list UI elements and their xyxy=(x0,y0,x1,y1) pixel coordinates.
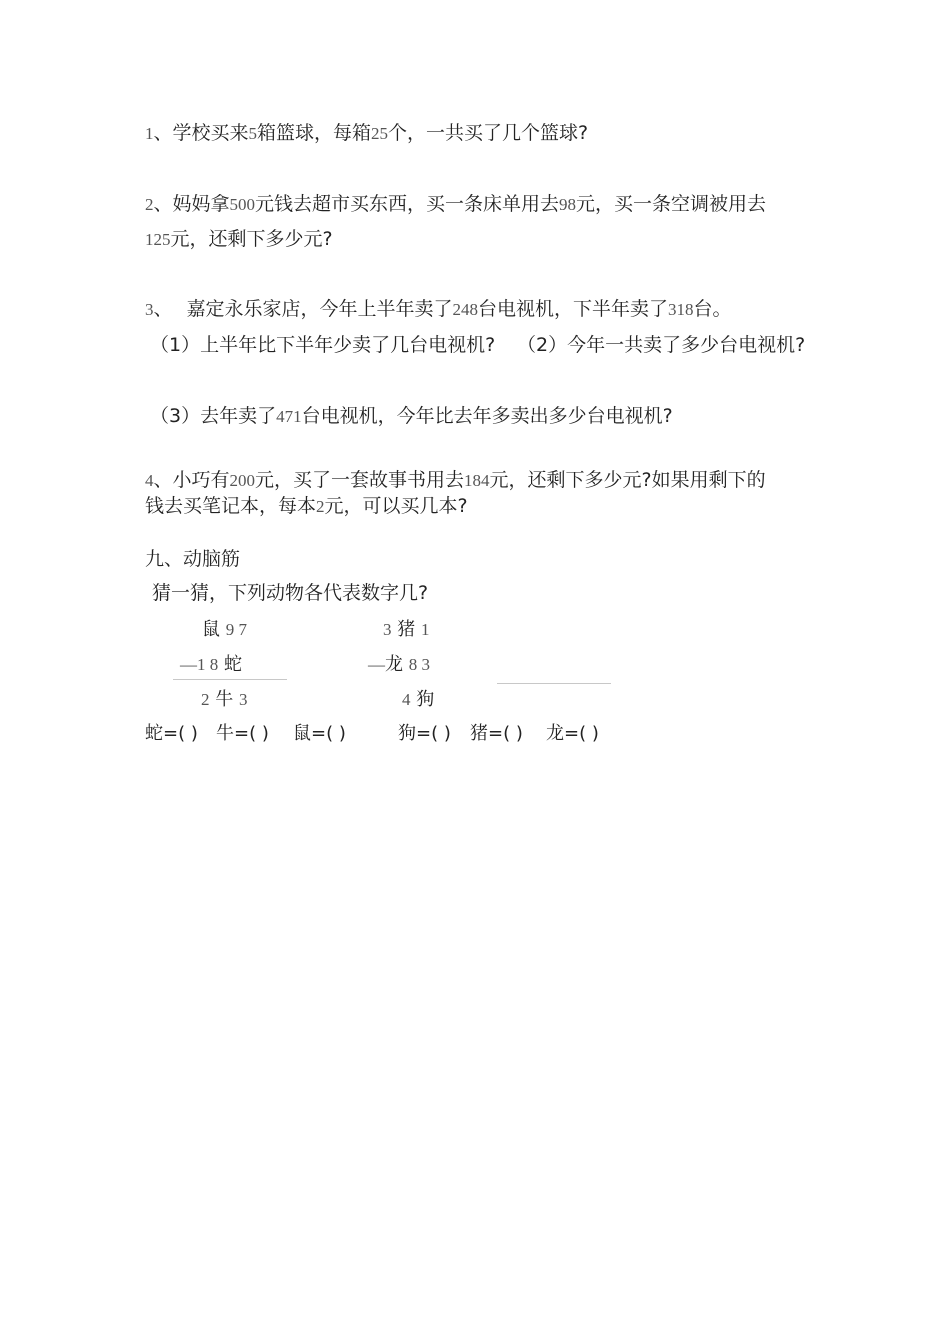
snake-char: 蛇 xyxy=(223,654,242,675)
text: （3）去年卖了 xyxy=(150,405,277,427)
text: 箱篮球，每箱 xyxy=(257,122,372,144)
minus-digits: —1 8 xyxy=(180,655,219,674)
problem-3-q3 xyxy=(150,404,673,429)
pig-char: 猪 xyxy=(397,619,416,640)
text: 台电视机，下半年卖了 xyxy=(478,298,669,320)
digits: 9 7 xyxy=(225,620,247,639)
text: 个，一共买了几个篮球? xyxy=(388,122,589,144)
dragon-char: 龙 xyxy=(385,654,403,675)
problem-1 xyxy=(145,121,588,146)
right-puzzle-row-1 xyxy=(383,618,429,642)
value: 184 xyxy=(464,471,490,490)
answer-pig: 猪=( ) xyxy=(470,723,523,744)
text: 元，买一条空调被用去 xyxy=(576,193,767,215)
problem-number: 2 xyxy=(145,195,154,214)
sub-number: （2） xyxy=(517,334,568,356)
digit: 1 xyxy=(420,620,430,639)
value: 98 xyxy=(559,195,577,214)
problem-2-line-2 xyxy=(145,227,333,252)
value: 318 xyxy=(668,300,694,319)
problem-4-line-2 xyxy=(145,494,468,519)
left-puzzle-row-3 xyxy=(201,688,247,712)
separator: 、 xyxy=(153,298,173,320)
value: 5 xyxy=(248,124,258,143)
problem-4-line-1 xyxy=(145,468,766,493)
text: 钱去买笔记本，每本 xyxy=(145,495,317,517)
answer-ox: 牛=( ) xyxy=(216,723,269,744)
digit: 3 xyxy=(238,690,248,709)
text: 台电视机，今年比去年多卖出多少台电视机? xyxy=(301,405,673,427)
text: 元，买了一套故事书用去 xyxy=(255,469,465,491)
text: 元，还剩下多少元? xyxy=(170,228,333,250)
rat-char: 鼠 xyxy=(202,619,220,640)
problem-2-line-1 xyxy=(145,192,766,217)
section-prompt: 猜一猜，下列动物各代表数字几? xyxy=(152,582,429,604)
problem-number: 3 xyxy=(145,300,154,319)
value: 200 xyxy=(229,471,256,490)
value: 471 xyxy=(276,407,302,426)
value: 25 xyxy=(371,124,389,143)
text: 嘉定永乐家店，今年上半年卖了 xyxy=(186,298,453,320)
digit: 3 xyxy=(383,620,392,639)
text: 今年一共卖了多少台电视机? xyxy=(567,334,806,356)
text: 元钱去超市买东西，买一条床单用去 xyxy=(255,193,560,215)
value: 248 xyxy=(452,300,479,319)
answer-dog: 狗=( ) xyxy=(398,723,451,744)
minus: — xyxy=(368,655,385,674)
text: 妈妈拿 xyxy=(172,193,230,215)
text: 学校买来 xyxy=(172,122,249,144)
right-puzzle-row-3 xyxy=(402,688,434,712)
text: 台。 xyxy=(693,298,732,320)
answer-snake: 蛇=( ) xyxy=(145,723,198,744)
value: 2 xyxy=(316,497,325,516)
separator: 、 xyxy=(153,193,173,215)
text: 元，还剩下多少元?如果用剩下的 xyxy=(489,469,766,491)
ox-char: 牛 xyxy=(215,689,234,710)
right-puzzle-row-2 xyxy=(368,653,430,677)
dog-char: 狗 xyxy=(416,689,435,710)
text: 元，可以买几本? xyxy=(324,495,468,517)
problem-3-q2 xyxy=(517,333,805,357)
problem-number: 1 xyxy=(145,124,154,143)
problem-3-q1: （1）上半年比下半年少卖了几台电视机? xyxy=(150,334,496,356)
problem-3 xyxy=(145,297,732,322)
answer-dragon: 龙=( ) xyxy=(546,723,599,744)
text: 小巧有 xyxy=(172,469,230,491)
section-heading: 九、动脑筋 xyxy=(145,548,241,570)
digit: 4 xyxy=(402,690,411,709)
right-sum-line xyxy=(497,683,611,684)
separator: 、 xyxy=(153,469,173,491)
left-puzzle-row-1 xyxy=(202,618,247,642)
answer-rat: 鼠=( ) xyxy=(293,723,346,744)
separator: 、 xyxy=(153,122,173,144)
value: 125 xyxy=(145,230,171,249)
digits: 8 3 xyxy=(408,655,430,674)
problem-number: 4 xyxy=(145,471,154,490)
left-puzzle-row-2 xyxy=(180,653,242,677)
value: 500 xyxy=(229,195,256,214)
digit: 2 xyxy=(201,690,210,709)
left-sum-line xyxy=(173,679,287,680)
